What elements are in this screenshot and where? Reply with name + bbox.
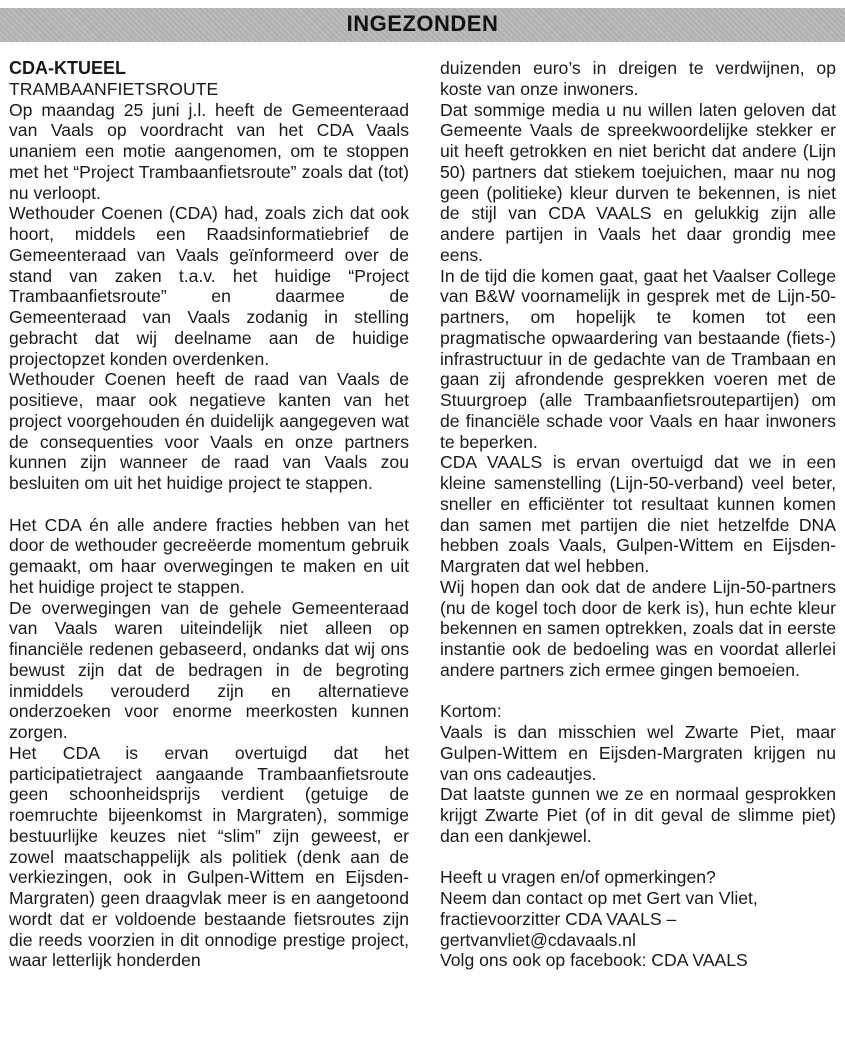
paragraph: Dat laatste gunnen we ze en normaal gesprokken krijgt Zwarte Piet (of in dit geval de slimme piet) dan een dankjewel. xyxy=(440,784,836,846)
facebook-line: Volg ons ook op facebook: CDA VAALS xyxy=(440,950,748,971)
spacer xyxy=(440,681,836,702)
banner-title: INGEZONDEN xyxy=(346,11,499,36)
contact-line: Neem dan contact op met Gert van Vliet, xyxy=(440,888,758,908)
paragraph: Het CDA én alle andere fracties hebben van het door de wethouder gecreëerde momentum gebruik gemaakt, om haar overwegingen te maken en uit het huidige project te stappen. xyxy=(9,514,409,597)
article-subheading: TRAMBAANFIETSROUTE xyxy=(9,78,219,99)
paragraph: Wij hopen dan ook dat de andere Lijn-50-partners (nu de kogel toch door de kerk is), hun echte kleur bekennen en samen optrekken, zoals dat in eerste instantie ook de bedoeling was en voordat allerlei andere partners zich ermee gingen bemoeien. xyxy=(440,576,836,680)
spacer xyxy=(9,494,409,515)
contact-question: Heeft u vragen en/of opmerkingen? xyxy=(440,867,716,888)
paragraph: Het CDA is ervan overtuigd dat het participatietraject aangaande Trambaanfietsroute geen schoonheidsprijs verdient (getuige de roemruchte bijeenkomst in Margraten), sommige bestuurlijke keuzes niet “slim” zijn geweest, er zowel maatschappelijk als politiek (denk aan de verkiezingen, ook in Gulpen-Wittem en Eijsden-Margraten) geen draagvlak meer is en aangetoond wordt dat er voldoende bestaande fietsroutes zijn die reeds voorzien in dit onnodige prestige project, waar letterlijk honderden xyxy=(9,742,409,971)
contact-email xyxy=(440,930,836,951)
right-column xyxy=(440,58,836,971)
paragraph: De overwegingen van de gehele Gemeenteraad van Vaals waren uiteindelijk niet alleen op financiële redenen gebaseerd, ondanks dat wij ons bewust zijn dat de bedragen in de begroting inmiddels verouderd zijn en alternatieve onderzoeken voor enorme meerkosten kunnen zorgen. xyxy=(9,597,409,742)
paragraph: Kortom: xyxy=(440,701,502,722)
paragraph: duizenden euro’s in dreigen te verdwijnen, op koste van onze inwoners. xyxy=(440,58,836,99)
section-banner xyxy=(0,8,845,42)
paragraph: Op maandag 25 juni j.l. heeft de Gemeenteraad van Vaals op voordracht van het CDA Vaals unaniem een motie aangenomen, om te stoppen met het “Project Trambaanfietsroute” zoals dat (tot) nu verloopt. xyxy=(9,99,409,203)
paragraph: CDA VAALS is ervan overtuigd dat we in een kleine samenstelling (Lijn-50-verband) veel beter, sneller en efficiënter tot resultaat kunnen komen dan samen met partijen die niet hetzelfde DNA hebben zoals Vaals, Gulpen-Wittem en Eijsden-Margraten dat wel hebben. xyxy=(440,452,836,576)
paragraph: In de tijd die komen gaat, gaat het Vaalser College van B&W voornamelijk in gesprek met de Lijn-50-partners, om hopelijk te komen tot een pragmatische opwaardering van bestaande (fiets-) infrastructuur in de gedachte van de Trambaan en gaan zij afrondende gesprekken voeren met de Stuurgroep (alle Trambaanfietsroutepartijen) om de financiële schade voor Vaals en haar inwoners te beperken. xyxy=(440,265,836,452)
paragraph: Vaals is dan misschien wel Zwarte Piet, maar Gulpen-Wittem en Eijsden-Margraten krijgen nu van ons cadeautjes. xyxy=(440,722,836,784)
contact-role: fractievoorzitter CDA VAALS – xyxy=(440,908,677,929)
paragraph: Wethouder Coenen (CDA) had, zoals zich dat ook hoort, middels een Raadsinformatiebrief de Gemeenteraad van Vaals geïnformeerd over de stand van zaken t.a.v. het huidige “Project Trambaanfietsroute” en daarmee de Gemeenteraad van Vaals zodanig in stelling gebracht dat wij deelname aan de huidige projectopzet konden overdenken. xyxy=(9,203,409,369)
email-link[interactable]: gertvanvliet@cdavaals.nl xyxy=(440,929,636,950)
paragraph: Dat sommige media u nu willen laten geloven dat Gemeente Vaals de spreekwoordelijke stekker er uit heeft getrokken en niet bericht dat andere (Lijn 50) partners dat stiekem toejuichen, maar nu nog geen (politieke) kleur durven te bekennen, is niet de stijl van CDA VAALS en gelukkig zijn alle andere partijen in Vaals het daar grondig mee eens. xyxy=(440,99,836,265)
article-heading: CDA-KTUEEL xyxy=(9,58,126,78)
spacer xyxy=(440,847,836,868)
left-column xyxy=(9,58,409,971)
paragraph: Wethouder Coenen heeft de raad van Vaals de positieve, maar ook negatieve kanten van het project voorgehouden én duidelijk aangegeven wat de consequenties voor Vaals en onze partners kunnen zijn wanneer de raad van Vaals zou besluiten om uit het huidige project te stappen. xyxy=(9,369,409,493)
